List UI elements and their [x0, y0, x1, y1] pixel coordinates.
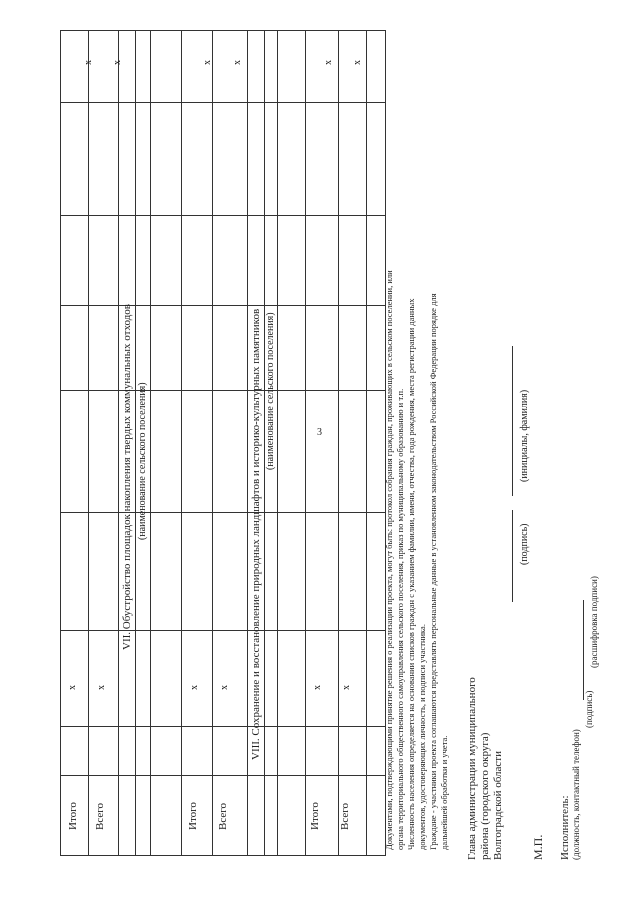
page-number: 3	[317, 427, 322, 438]
head-title-line: Глава администрации муниципального	[466, 677, 478, 860]
cross-mark: x	[96, 685, 107, 690]
row-label-itogo-1: Итого	[67, 802, 79, 830]
cross-mark: x	[232, 60, 243, 65]
cross-mark: x	[67, 685, 78, 690]
note-line: документов, удостоверяющих личность, и подписи участника.	[417, 624, 427, 850]
section-viii-subtitle: (наименование сельского поселения)	[265, 312, 276, 470]
cross-mark: x	[189, 685, 200, 690]
signature-podpis-label: (подпись)	[519, 523, 530, 565]
row-label-vsego-1: Всего	[94, 803, 106, 830]
note-line: Граждане - участники проекта соглашаются представлять персональные данные в установленном законодательством Российской Федерации порядке для	[428, 293, 438, 850]
row-label-vsego-2: Всего	[217, 803, 229, 830]
cross-mark: x	[202, 60, 213, 65]
cross-mark: x	[341, 685, 352, 690]
executor-sign: (подпись)	[584, 690, 594, 728]
cross-mark: x	[352, 60, 363, 65]
note-line: органа территориального общественного самоуправления сельского поселения, приказ по муниципальному образованию и т.п.	[395, 388, 405, 850]
cross-mark: x	[323, 60, 334, 65]
signature-line	[512, 510, 513, 602]
note-line: Численность населения определяется на основании списков граждан с указанием фамилии, имени, отчества, года рождения, места регистрации данных	[406, 298, 416, 850]
head-title-line: района (городского округа)	[479, 732, 491, 860]
stamp-mp: М.П.	[531, 834, 545, 860]
cross-mark: x	[312, 685, 323, 690]
cross-mark: x	[83, 60, 94, 65]
executor-decode-line	[583, 600, 584, 700]
initials-label: (инициалы, фамилия)	[519, 389, 530, 482]
cross-mark: x	[219, 685, 230, 690]
executor-detail: (должность, контактный телефон)	[571, 729, 581, 860]
executor-label: Исполнитель:	[559, 795, 571, 860]
initials-line	[512, 346, 513, 496]
executor-decode: (расшифровка подписи)	[589, 576, 599, 668]
row-label-vsego-3: Всего	[339, 803, 351, 830]
row-label-itogo-3: Итого	[309, 802, 321, 830]
section-viii-title: VIII. Сохранение и восстановление природных ландшафтов и историко-культурных памятников	[250, 308, 262, 760]
note-line: Документами, подтверждающими принятие решения о реализации проекта, могут быть: протокол собрания граждан, проживающих в сельском поселении, или	[384, 270, 394, 850]
section-vii-subtitle: (наименование сельского поселения)	[137, 382, 148, 540]
section-vii-title: VII. Обустройство площадок накопления твердых коммунальных отходов	[121, 303, 133, 650]
head-title-line: Волгоградской области	[492, 751, 504, 860]
row-label-itogo-2: Итого	[187, 802, 199, 830]
cross-mark: x	[112, 60, 123, 65]
note-line: дальнейшей обработки и учета.	[439, 735, 449, 850]
